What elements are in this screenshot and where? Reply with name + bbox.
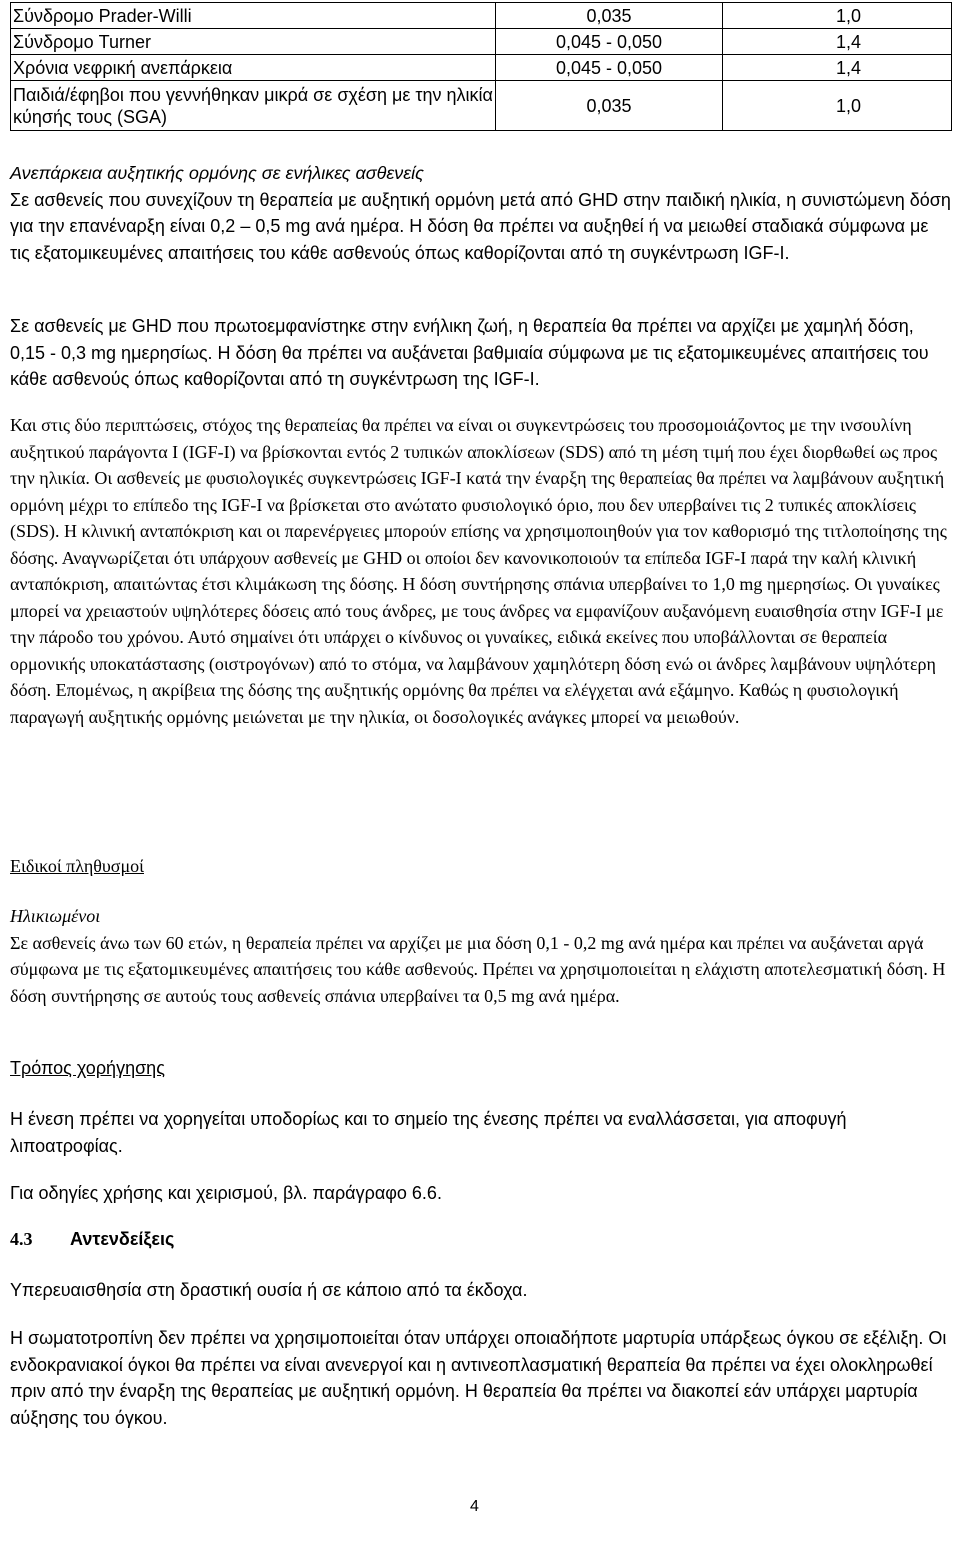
factor-cell: 1,0	[723, 3, 952, 29]
factor-cell: 1,4	[723, 55, 952, 81]
paragraph-block	[10, 412, 952, 730]
page-number: 4	[470, 1498, 479, 1515]
section-heading: Τρόπος χορήγησης	[10, 1058, 165, 1078]
dose-cell: 0,035	[496, 81, 723, 131]
administration-section	[10, 1055, 952, 1082]
paragraph: Και στις δύο περιπτώσεις, στόχος της θεραπείας θα πρέπει να είναι οι συγκεντρώσεις του προσομοιάζοντος με την ινσουλίνη αυξητικού παράγοντα Ι (IGF-I) να βρίσκονται εντός 2 τυπικών αποκλίσεων (SDS) από τη μέση τιμή που έχει διορθωθεί ως προς την ηλικία. Οι ασθενείς με φυσιολογικές συγκεντρώσεις IGF-I κατά την έναρξη της θεραπείας θα πρέπει να λαμβάνουν αυξητική ορμόνη μέχρι το επίπεδο της IGF-I να βρίσκεται στο ανώτατο φυσιολογικό όριο, που δεν υπερβαίνει τις 2 τυπικές αποκλίσεις (SDS). Η κλινική ανταπόκριση και οι παρενέργειες μπορούν επίσης να χρησιμοποιηθούν για τον καθορισμό της τιτλοποίησης της δόσης. Αναγνωρίζεται ότι υπάρχουν ασθενείς με GHD οι οποίοι δεν κανονικοποιούν τα επίπεδα IGF-I παρά την καλή κλινική ανταπόκριση, απαιτώντας έτσι κλιμάκωση της δόσης. Η δόση συντήρησης σπάνια υπερβαίνει το 1,0 mg ημερησίως. Οι γυναίκες μπορεί να χρειαστούν υψηλότερες δόσεις από τους άνδρες, με τους άνδρες να εμφανίζουν αυξανόμενη ευαισθησία στην IGF-I με την πάροδο του χρόνου. Αυτό σημαίνει ότι υπάρχει ο κίνδυνος οι γυναίκες, ειδικά εκείνες που υποβάλλονται σε θεραπεία ορμονικής υποκατάστασης (οιστρογόνων) από το στόμα, να λαμβάνουν χαμηλότερη δόση ενώ οι άνδρες λαμβάνουν υψηλότερη δόση. Επομένως, η ακρίβεια της δόσης της αυξητικής ορμόνης θα πρέπει να ελέγχεται ανά εξάμηνο. Καθώς η φυσιολογική παραγωγή αυξητικής ορμόνης μειώνεται με την ηλικία, οι δοσολογικές ανάγκες μπορεί να μειωθούν.	[10, 415, 947, 727]
factor-cell: 1,4	[723, 29, 952, 55]
table-row	[11, 29, 952, 55]
condition-cell: Σύνδρομο Prader-Willi	[11, 3, 496, 29]
paragraph: Υπερευαισθησία στη δραστική ουσία ή σε κάποιο από τα έκδοχα.	[10, 1280, 528, 1300]
condition-cell: Παιδιά/έφηβοι που γεννήθηκαν μικρά σε σχέση με την ηλικία κύησής τους (SGA)	[11, 81, 496, 131]
paragraph-block	[10, 1106, 952, 1159]
paragraph-block	[10, 1180, 952, 1207]
section-title: Αντενδείξεις	[70, 1229, 175, 1249]
table-row	[11, 3, 952, 29]
section-number: 4.3	[10, 1229, 33, 1249]
paragraph: Σε ασθενείς που συνεχίζουν τη θεραπεία με αυξητική ορμόνη μετά από GHD στην παιδική ηλικία, η συνιστώμενη δόση για την επανέναρξη είναι 0,2 – 0,5 mg ανά ημέρα. Η δόση θα πρέπει να αυξηθεί ή να μειωθεί σταδιακά σύμφωνα με τις εξατομικευμένες απαιτήσεις του κάθε ασθενούς όπως καθορίζονται από τη συγκέντρωση IGF-I.	[10, 189, 951, 263]
paragraph-block	[10, 313, 952, 393]
dose-cell: 0,035	[496, 3, 723, 29]
section-heading: Ειδικοί πληθυσμοί	[10, 856, 144, 876]
elderly-section	[10, 903, 952, 1009]
paragraph: Σε ασθενείς άνω των 60 ετών, η θεραπεία πρέπει να αρχίζει με μια δόση 0,1 - 0,2 mg ανά ημέρα και πρέπει να αυξάνεται αργά σύμφωνα με τις εξατομικευμένες απαιτήσεις του κάθε ασθενούς. Πρέπει να χρησιμοποιείται η ελάχιστη αποτελεσματική δόση. Η δόση συντήρησης σε αυτούς τους ασθενείς σπάνια υπερβαίνει τα 0,5 mg ανά ημέρα.	[10, 932, 946, 1006]
special-populations-section	[10, 853, 952, 880]
contraindications-heading	[10, 1226, 952, 1253]
paragraph: Η σωματοτροπίνη δεν πρέπει να χρησιμοποιείται όταν υπάρχει οποιαδήποτε μαρτυρία υπάρξεως όγκου σε εξέλιξη. Οι ενδοκρανιακοί όγκοι θα πρέπει να είναι ανενεργοί και η αντινεοπλασματική θεραπεία θα πρέπει να έχει ολοκληρωθεί πριν από την έναρξη της θεραπείας με αυξητική ορμόνη. Η θεραπεία θα πρέπει να διακοπεί εάν υπάρχει μαρτυρία αύξησης του όγκου.	[10, 1328, 947, 1428]
table-row	[11, 81, 952, 131]
paragraph-block	[10, 1325, 952, 1431]
paragraph: Σε ασθενείς με GHD που πρωτοεμφανίστηκε στην ενήλικη ζωή, η θεραπεία θα πρέπει να αρχίζει με χαμηλή δόση, 0,15 - 0,3 mg ημερησίως. Η δόση θα πρέπει να αυξάνεται βαθμιαία σύμφωνα με τις εξατομικευμένες απαιτήσεις του κάθε ασθενούς όπως καθορίζονται από τη συγκέντρωση της IGF-I.	[10, 316, 929, 389]
subsection-heading: Ηλικιωμένοι	[10, 906, 101, 926]
adult-deficiency-section	[10, 160, 952, 266]
section-heading: Ανεπάρκεια αυξητικής ορμόνης σε ενήλικες ασθενείς	[10, 163, 424, 183]
dose-table	[10, 2, 952, 131]
table-row	[11, 55, 952, 81]
dose-cell: 0,045 - 0,050	[496, 55, 723, 81]
paragraph: Για οδηγίες χρήσης και χειρισμού, βλ. παράγραφο 6.6.	[10, 1183, 442, 1203]
paragraph: Η ένεση πρέπει να χορηγείται υποδορίως και το σημείο της ένεσης πρέπει να εναλλάσσεται, για αποφυγή λιποατροφίας.	[10, 1109, 847, 1156]
factor-cell: 1,0	[723, 81, 952, 131]
paragraph-block	[10, 1277, 952, 1304]
dose-cell: 0,045 - 0,050	[496, 29, 723, 55]
condition-cell: Χρόνια νεφρική ανεπάρκεια	[11, 55, 496, 81]
condition-cell: Σύνδρομο Turner	[11, 29, 496, 55]
